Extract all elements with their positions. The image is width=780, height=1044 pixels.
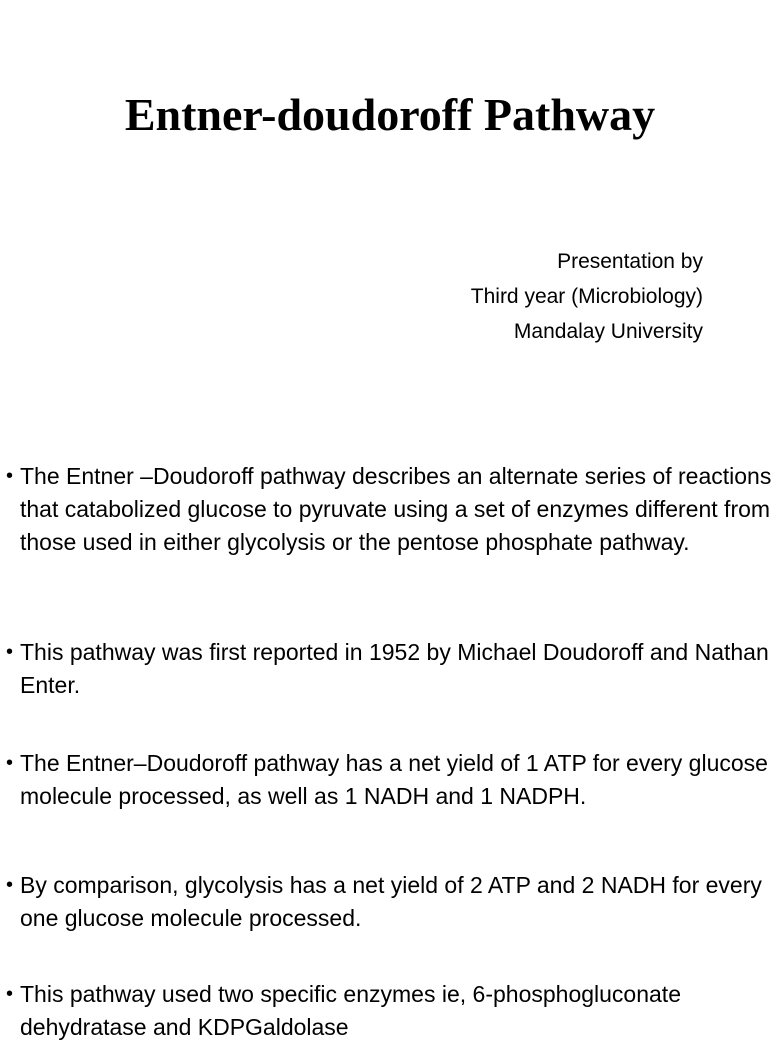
- bullet-marker: •: [6, 465, 14, 487]
- presenter-line-2: Third year (Microbiology): [470, 285, 703, 308]
- bullet-text: The Entner–Doudoroff pathway has a net yield of 1 ATP for every glucose molecule processed, as well as 1 NADH and 1 NADPH.: [20, 750, 768, 809]
- bullet-text: By comparison, glycolysis has a net yield of 2 ATP and 2 NADH for every one glucose molecule processed.: [20, 872, 762, 931]
- bullet-item: [0, 978, 768, 1044]
- presenter-line-3: Mandalay University: [513, 320, 703, 343]
- bullet-marker: •: [6, 874, 14, 896]
- bullet-text: This pathway used two specific enzymes ie, 6-phosphogluconate dehydratase and KDPGaldolase: [20, 981, 681, 1040]
- bullet-text: The Entner –Doudoroff pathway describes an alternate series of reactions that catabolized glucose to pyruvate using a set of enzymes different from those used in either glycolysis or the pentose phosphate pathway.: [20, 463, 772, 555]
- bullet-marker: •: [6, 983, 14, 1005]
- bullet-item: [0, 460, 772, 559]
- bullet-text: This pathway was first reported in 1952 by Michael Doudoroff and Nathan Enter.: [20, 639, 769, 698]
- bullet-marker: •: [6, 752, 14, 774]
- slide-title: Entner-doudoroff Pathway: [124, 89, 656, 140]
- bullet-item: [0, 869, 768, 935]
- presenter-line-1: Presentation by: [557, 250, 703, 273]
- bullet-marker: •: [6, 641, 14, 663]
- bullet-item: [0, 747, 768, 813]
- bullet-item: [0, 636, 768, 702]
